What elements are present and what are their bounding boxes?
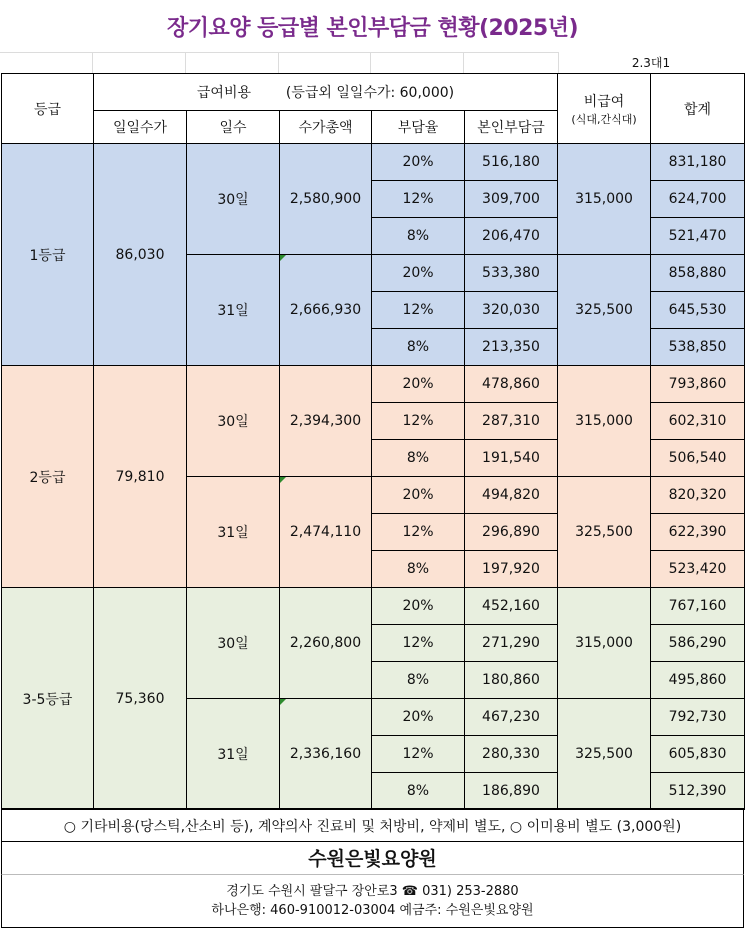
copay-cell: 494,820: [465, 477, 558, 514]
grade-name-cell: 2등급: [2, 366, 94, 588]
copay-cell: 186,890: [465, 773, 558, 810]
daily-fee-cell: 75,360: [94, 588, 187, 810]
rate-cell: 12%: [372, 514, 465, 551]
total-cell: 767,160: [651, 588, 745, 625]
non-benefit-cell: 315,000: [558, 588, 651, 699]
total-cell: 858,880: [651, 255, 745, 292]
total-cell: 602,310: [651, 403, 745, 440]
table-row: [2, 144, 745, 181]
footer-note: ○ 기타비용(당스틱,산소비 등), 계약의사 진료비 및 처방비, 약제비 별도, ○ 이미용비 별도 (3,000원): [1, 808, 744, 842]
total-cell: 622,390: [651, 514, 745, 551]
header-benefit-label: 급여비용: [196, 85, 251, 101]
blank-cell: [185, 52, 279, 74]
days-cell: 30일: [187, 144, 280, 255]
fee-total-text: 2,474,110: [289, 524, 362, 540]
fee-total-cell: 2,580,900: [280, 144, 372, 255]
copay-cell: 197,920: [465, 551, 558, 588]
rate-cell: 20%: [372, 255, 465, 292]
bank-line: 하나은행: 460-910012-03004 예금주: 수원은빛요양원: [211, 903, 534, 918]
header-total: 합계: [651, 74, 745, 144]
copay-cell: 191,540: [465, 440, 558, 477]
rate-cell: 20%: [372, 144, 465, 181]
days-cell: 31일: [187, 255, 280, 366]
copay-cell: 287,310: [465, 403, 558, 440]
copay-cell: 452,160: [465, 588, 558, 625]
daily-fee-cell: 86,030: [94, 144, 187, 366]
fee-total-cell: 2,394,300: [280, 366, 372, 477]
fee-total-cell: 2,260,800: [280, 588, 372, 699]
header-copay: 본인부담금: [465, 111, 558, 144]
copay-cell: 271,290: [465, 625, 558, 662]
copay-cell: 320,030: [465, 292, 558, 329]
copay-cell: 309,700: [465, 181, 558, 218]
total-cell: 538,850: [651, 329, 745, 366]
rate-cell: 8%: [372, 440, 465, 477]
grade-name-cell: 1등급: [2, 144, 94, 366]
org-name: 수원은빛요양원: [1, 841, 744, 874]
copay-cell: 280,330: [465, 736, 558, 773]
header-days: 일수: [187, 111, 280, 144]
total-cell: 523,420: [651, 551, 745, 588]
total-cell: 793,860: [651, 366, 745, 403]
rate-cell: 8%: [372, 662, 465, 699]
copay-cell: 213,350: [465, 329, 558, 366]
fee-total-text: 2,666,930: [289, 302, 362, 318]
blank-cell: [278, 52, 371, 74]
ratio-note: 2.3대1: [631, 56, 671, 70]
grade-name-cell: 3-5등급: [2, 588, 94, 810]
days-cell: 31일: [187, 477, 280, 588]
header-non-benefit-sub: (식대,간식대): [571, 112, 637, 126]
non-benefit-cell: 325,500: [558, 477, 651, 588]
total-cell: 512,390: [651, 773, 745, 810]
copay-cell: 478,860: [465, 366, 558, 403]
rate-cell: 20%: [372, 699, 465, 736]
total-cell: 506,540: [651, 440, 745, 477]
rate-cell: 12%: [372, 181, 465, 218]
comment-marker-icon[interactable]: [280, 255, 286, 261]
copay-cell: 296,890: [465, 514, 558, 551]
copay-cell: 533,380: [465, 255, 558, 292]
table-row: [2, 588, 745, 625]
comment-marker-icon[interactable]: [280, 477, 286, 483]
header-non-benefit-label: 비급여: [583, 93, 625, 110]
total-cell: 605,830: [651, 736, 745, 773]
non-benefit-cell: 325,500: [558, 255, 651, 366]
total-cell: 624,700: [651, 181, 745, 218]
total-cell: 586,290: [651, 625, 745, 662]
copay-cell: 206,470: [465, 218, 558, 255]
copay-table: [1, 73, 745, 810]
header-non-benefit: [558, 74, 651, 144]
rate-cell: 8%: [372, 218, 465, 255]
total-cell: 792,730: [651, 699, 745, 736]
rate-cell: 12%: [372, 736, 465, 773]
copay-cell: 467,230: [465, 699, 558, 736]
header-grade: 등급: [2, 74, 94, 144]
total-cell: 521,470: [651, 218, 745, 255]
contact-info: [1, 874, 744, 928]
header-benefit-cost: [94, 74, 558, 111]
page-title: 장기요양 등급별 본인부담금 현황(2025년): [166, 15, 579, 41]
blank-cell: [92, 52, 186, 74]
rate-cell: 8%: [372, 773, 465, 810]
rate-cell: 20%: [372, 366, 465, 403]
non-benefit-cell: 315,000: [558, 144, 651, 255]
header-rate: 부담율: [372, 111, 465, 144]
daily-fee-cell: 79,810: [94, 366, 187, 588]
blank-cell: [370, 52, 464, 74]
header-fee-total: 수가총액: [280, 111, 372, 144]
rate-cell: 8%: [372, 551, 465, 588]
days-cell: 30일: [187, 366, 280, 477]
rate-cell: 8%: [372, 329, 465, 366]
non-benefit-cell: 325,500: [558, 699, 651, 810]
copay-cell: 516,180: [465, 144, 558, 181]
comment-marker-icon[interactable]: [280, 699, 286, 705]
table-row: [2, 366, 745, 403]
rate-cell: 20%: [372, 477, 465, 514]
total-cell: 645,530: [651, 292, 745, 329]
rate-cell: 20%: [372, 588, 465, 625]
blank-cell: [0, 52, 93, 74]
fee-total-cell: [280, 699, 372, 810]
total-cell: 831,180: [651, 144, 745, 181]
non-benefit-cell: 315,000: [558, 366, 651, 477]
total-cell: 495,860: [651, 662, 745, 699]
fee-total-cell: [280, 477, 372, 588]
rate-cell: 12%: [372, 292, 465, 329]
rate-cell: 12%: [372, 625, 465, 662]
header-benefit-note: (등급외 일일수가: 60,000): [285, 85, 455, 101]
fee-total-cell: [280, 255, 372, 366]
days-cell: 30일: [187, 588, 280, 699]
rate-cell: 12%: [372, 403, 465, 440]
header-daily-fee: 일일수가: [94, 111, 187, 144]
fee-total-text: 2,336,160: [289, 746, 362, 762]
address-line: 경기도 수원시 팔달구 장안로3 ☎ 031) 253-2880: [226, 884, 519, 899]
copay-cell: 180,860: [465, 662, 558, 699]
blank-cell: [463, 52, 559, 74]
days-cell: 31일: [187, 699, 280, 810]
total-cell: 820,320: [651, 477, 745, 514]
